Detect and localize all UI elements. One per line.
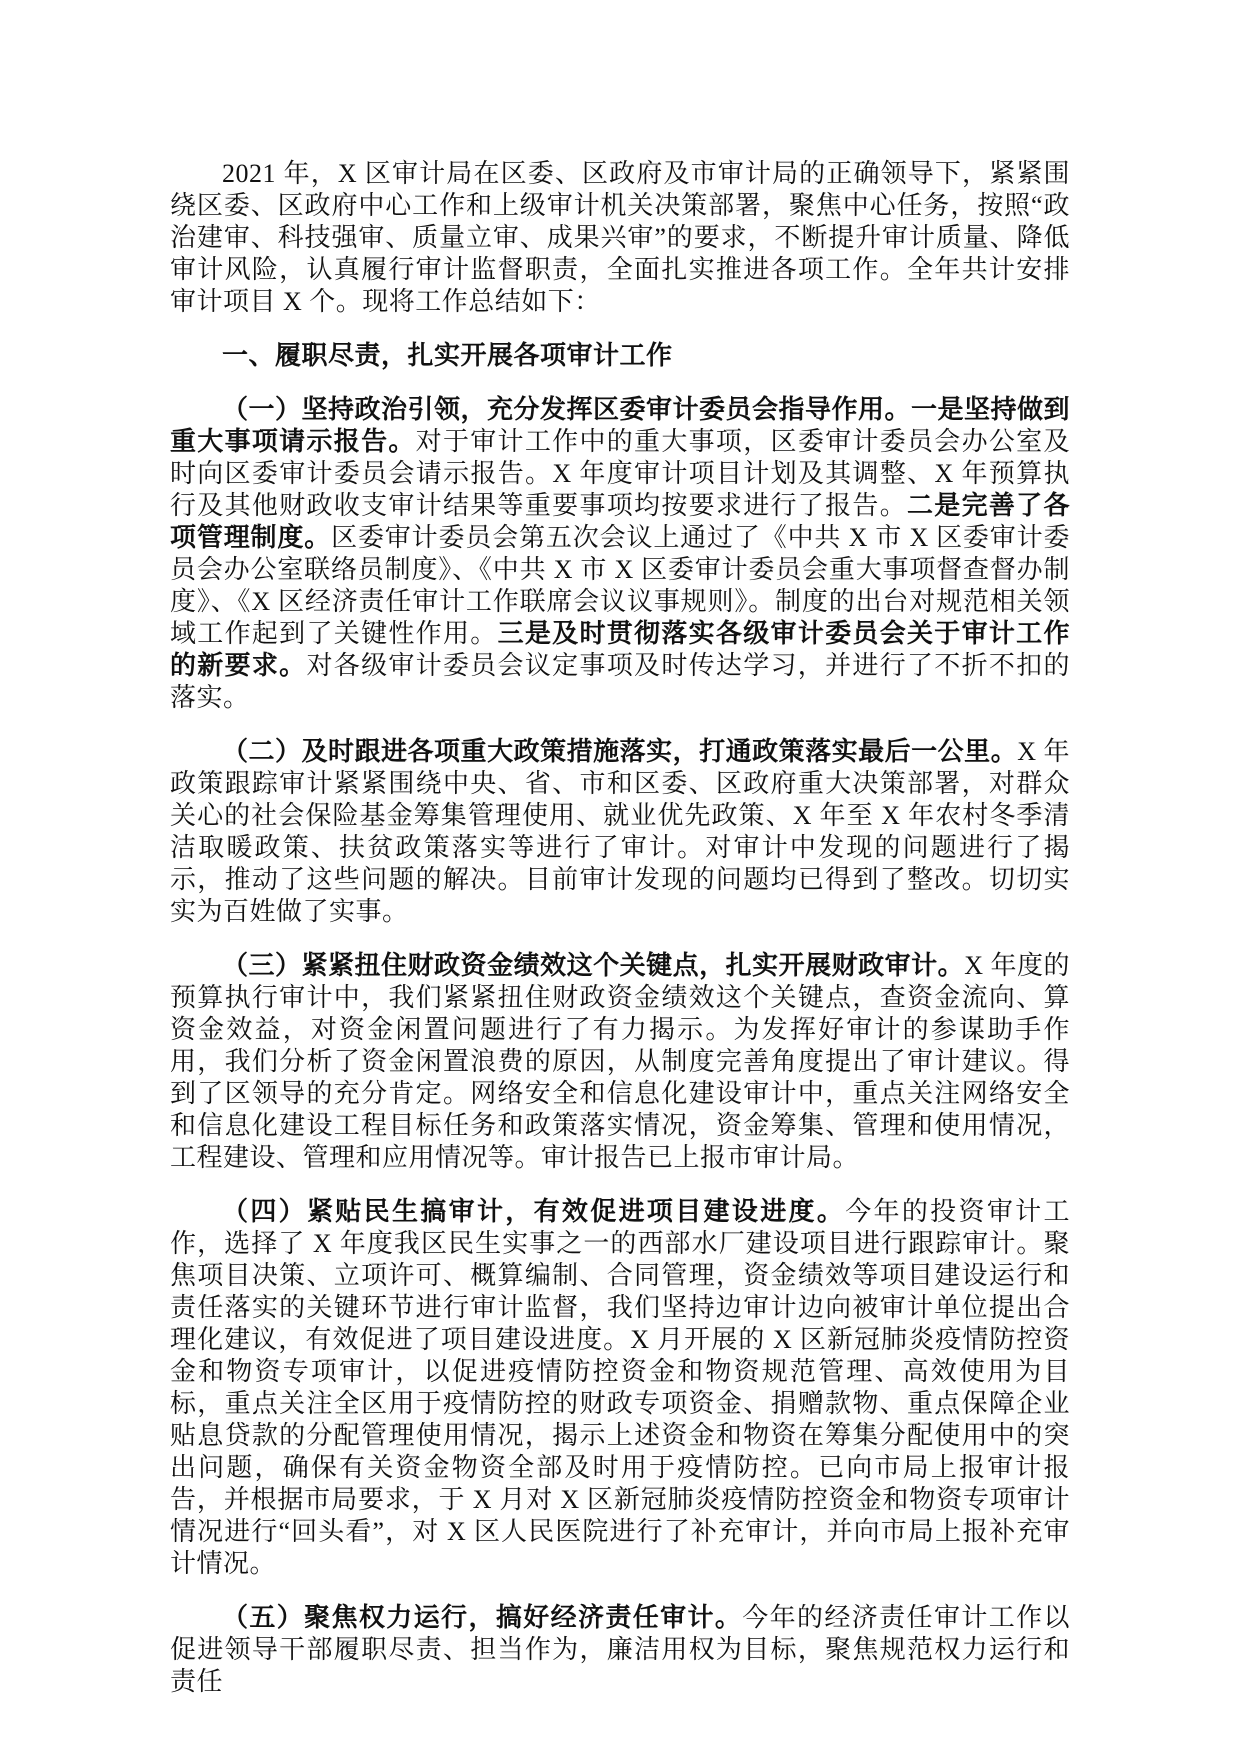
document-body [170,158,1070,1720]
paragraph [170,1602,1070,1698]
text-run: 今年的投资审计工作，选择了 X 年度我区民生实事之一的西部水厂建设项目进行跟踪审计。聚焦项目决策、立项许可、概算编制、合同管理，资金绩效等项目建设运行和责任落实的关键环节进行审计监督，我们坚持边审计边向被审计单位提出合理化建议，有效促进了项目建设进度。X 月开展的 X 区新冠肺炎疫情防控资金和物资专项审计，以促进疫情防控资金和物资规范管理、高效使用为目标，重点关注全区用于疫情防控的财政专项资金、捐赠款物、重点保障企业贴息贷款的分配管理使用情况，揭示上述资金和物资在筹集分配使用中的突出问题，确保有关资金物资全部及时用于疫情防控。已向市局上报审计报告，并根据市局要求，于 X 月对 X 区新冠肺炎疫情防控资金和物资专项审计情况进行“回头看”，对 X 区人民医院进行了补充审计，并向市局上报补充审计情况。 [170,1197,1070,1578]
emphasized-text-run: （五）聚焦权力运行，搞好经济责任审计。 [222,1603,743,1632]
emphasized-text-run: 三是及时贯彻落实各级审计委员会关于审计工作的新要求。 [170,619,1070,680]
text-run: 对各级审计委员会议定事项及时传达学习，并进行了不折不扣的落实。 [170,651,1070,712]
paragraph [170,394,1070,714]
paragraph [170,158,1070,318]
section-heading [170,340,1070,372]
emphasized-text-run: （二）及时跟进各项重大政策措施落实，打通政策落实最后一公里。 [222,737,1018,766]
text-run: 对于审计工作中的重大事项，区委审计委员会办公室及时向区委审计委员会请示报告。X 年度审计项目计划及其调整、X 年预算执行及其他财政收支审计结果等重要事项均按要求进行了报告。 [170,427,1070,520]
text-run: 区委审计委员会第五次会议上通过了《中共 X 市 X 区委审计委员会办公室联络员制度》、《中共 X 市 X 区委审计委员会重大事项督查督办制度》、《X 区经济责任审计工作联席会议议事规则》。制度的出台对规范相关领域工作起到了关键性作用。 [170,523,1070,648]
paragraph [170,950,1070,1174]
emphasized-text-run: 一、履职尽责，扎实开展各项审计工作 [222,341,673,370]
text-run: X 年政策跟踪审计紧紧围绕中央、省、市和区委、区政府重大决策部署，对群众关心的社会保险基金筹集管理使用、就业优先政策、X 年至 X 年农村冬季清洁取暖政策、扶贫政策落实等进行了审计。对审计中发现的问题进行了揭示，推动了这些问题的解决。目前审计发现的问题均已得到了整改。切切实实为百姓做了实事。 [170,737,1070,926]
text-run: 2021 年，X 区审计局在区委、区政府及市审计局的正确领导下，紧紧围绕区委、区政府中心工作和上级审计机关决策部署，聚焦中心任务，按照“政治建审、科技强审、质量立审、成果兴审”的要求，不断提升审计质量、降低审计风险，认真履行审计监督职责，全面扎实推进各项工作。全年共计安排审计项目 X 个。现将工作总结如下： [170,159,1070,316]
emphasized-text-run: （四）紧贴民生搞审计，有效促进项目建设进度。 [222,1197,846,1226]
text-run: 今年的经济责任审计工作以促进领导干部履职尽责、担当作为，廉洁用权为目标，聚焦规范权力运行和责任 [170,1603,1070,1696]
emphasized-text-run: 二是完善了各项管理制度。 [170,491,1070,552]
emphasized-text-run: （三）紧紧扭住财政资金绩效这个关键点，扎实开展财政审计。 [222,951,965,980]
emphasized-text-run: （一）坚持政治引领，充分发挥区委审计委员会指导作用。一是坚持做到重大事项请示报告。 [170,395,1071,456]
text-run: X 年度的预算执行审计中，我们紧紧扭住财政资金绩效这个关键点，查资金流向、算资金效益，对资金闲置问题进行了有力揭示。为发挥好审计的参谋助手作用，我们分析了资金闲置浪费的原因，从制度完善角度提出了审计建议。得到了区领导的充分肯定。网络安全和信息化建设审计中，重点关注网络安全和信息化建设工程目标任务和政策落实情况，资金筹集、管理和使用情况，工程建设、管理和应用情况等。审计报告已上报市审计局。 [170,951,1070,1172]
paragraph [170,736,1070,928]
paragraph [170,1196,1070,1580]
